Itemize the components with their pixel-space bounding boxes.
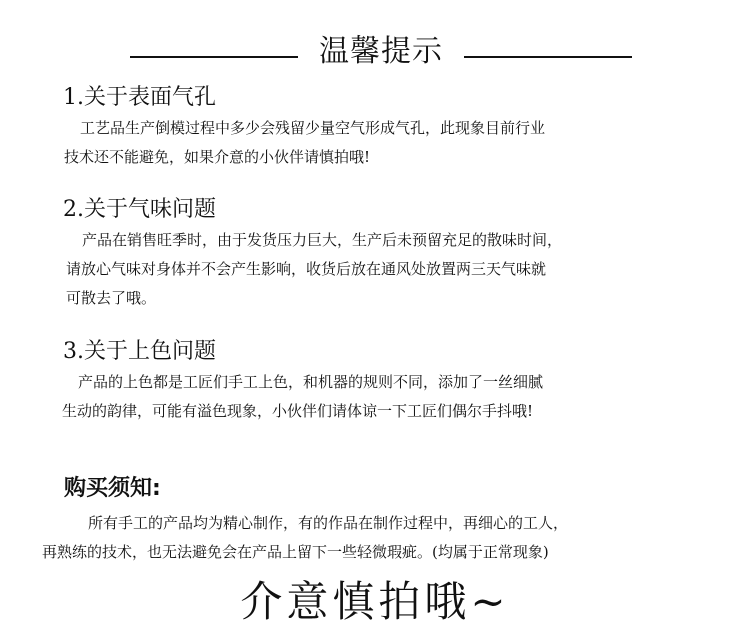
notice-body: [42, 509, 708, 567]
section-2-body: [66, 226, 702, 313]
notice-line-2: 再熟练的技术，也无法避免会在产品上留下一些轻微瑕疵。(均属于正常现象): [42, 543, 549, 561]
section-2-line-3: 可散去了哦。: [66, 289, 157, 307]
section-3-line-2: 生动的韵律，可能有溢色现象，小伙伴们请体谅一下工匠们偶尔手抖哦!: [62, 402, 534, 420]
section-2-line-2: 请放心气味对身体并不会产生影响，收货后放在通风处放置两三天气味就: [66, 260, 547, 278]
header: [0, 30, 750, 74]
header-rule-left: [130, 56, 298, 58]
section-1-line-2: 技术还不能避免，如果介意的小伙伴请慎拍哦!: [64, 148, 371, 166]
header-rule-right: [464, 56, 632, 58]
page-title: 温馨提示: [319, 34, 443, 69]
section-1-title: 1.关于表面气孔: [63, 85, 216, 110]
section-1-body: [64, 114, 700, 172]
section-3-title: 3.关于上色问题: [63, 339, 216, 364]
section-3-body: [62, 368, 698, 426]
section-2-title: 2.关于气味问题: [63, 197, 216, 222]
closing-slogan: 介意慎拍哦~: [240, 577, 510, 626]
section-1-line-1: 工艺品生产倒模过程中多少会残留少量空气形成气孔，此现象目前行业: [80, 119, 546, 137]
notice-title: 购买须知:: [64, 476, 161, 501]
notice-line-1: 所有手工的产品均为精心制作，有的作品在制作过程中，再细心的工人，: [88, 514, 569, 532]
section-2-line-1: 产品在销售旺季时，由于发货压力巨大，生产后未预留充足的散味时间，: [82, 231, 563, 249]
section-3-line-1: 产品的上色都是工匠们手工上色，和机器的规则不同，添加了一丝细腻: [78, 373, 544, 391]
